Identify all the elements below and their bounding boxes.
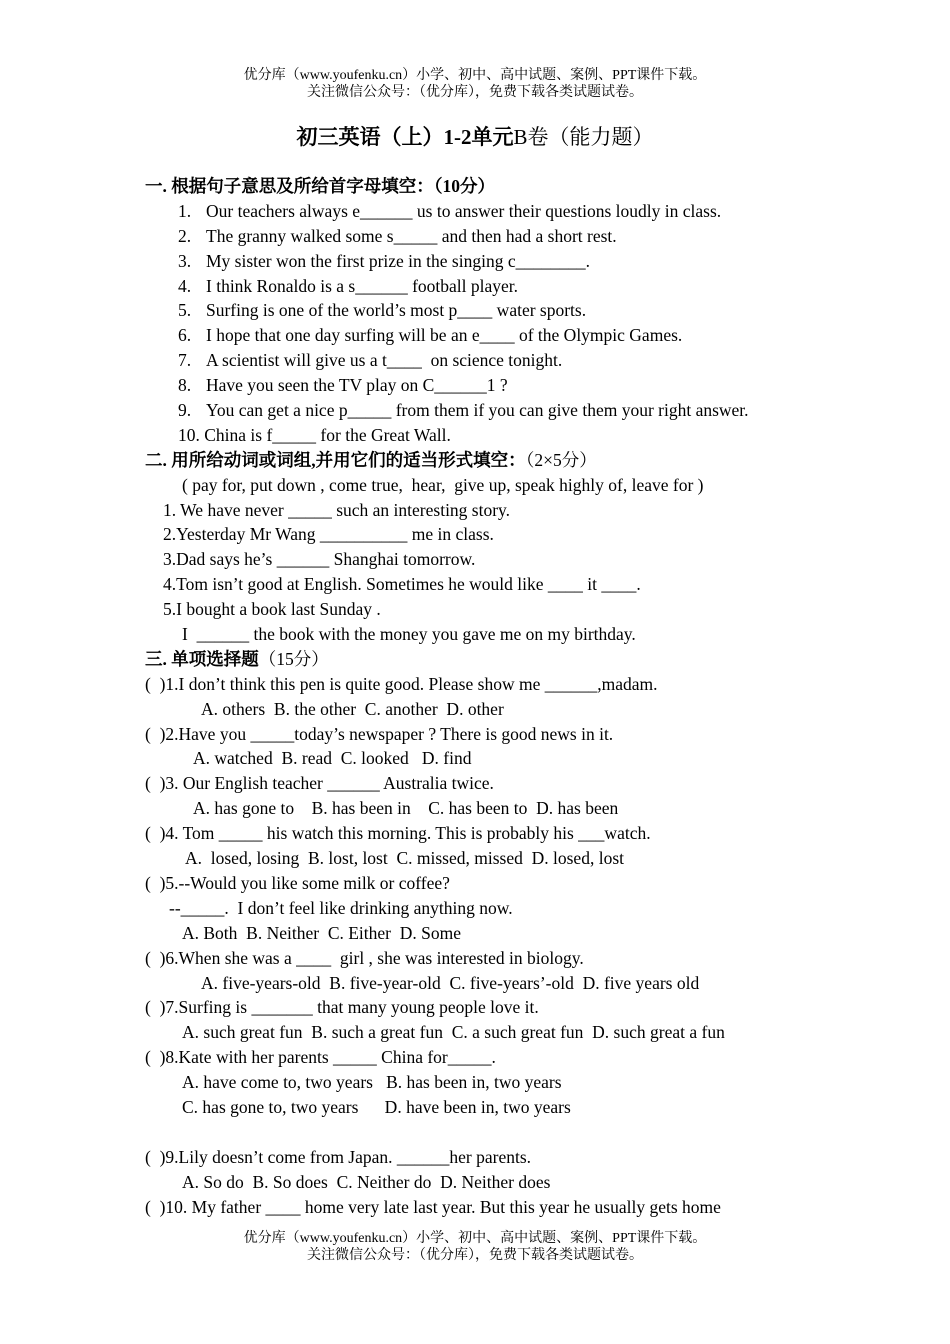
s3-options-7: A. such great fun B. such a great fun C. a such great fun D. such great a fun (182, 1022, 725, 1043)
page-footer (0, 1230, 950, 1264)
section-3-heading-score: （15分） (258, 648, 329, 669)
s3-options-4: A. losed, losing B. lost, lost C. missed, missed D. losed, lost (185, 848, 624, 869)
section-1-heading: 一. 根据句子意思及所给首字母填空：（10分） (145, 176, 495, 196)
s2-word-bank: ( pay for, put down , come true, hear, give up, speak highly of, leave for ) (182, 474, 704, 495)
s3-options-2: A. watched B. read C. looked D. find (193, 748, 472, 769)
document-body (145, 174, 845, 1219)
s1-item-text: China is f_____ for the Great Wall. (204, 424, 451, 445)
s1-item-num: 9. (178, 400, 192, 421)
s3-options-5: A. Both B. Neither C. Either D. Some (182, 922, 462, 943)
page-header (0, 67, 950, 101)
document-title (0, 121, 950, 151)
s1-item (145, 373, 845, 398)
s1-item-num: 10. (178, 424, 200, 445)
s3-options-9: A. So do B. So does C. Neither do D. Neither does (182, 1171, 551, 1192)
s1-item (145, 323, 845, 348)
s1-item (145, 348, 845, 373)
s1-item-num: 6. (178, 325, 192, 346)
s1-item (145, 249, 845, 274)
s3-question-2: ( )2.Have you _____today’s newspaper ? There is good news in it. (145, 723, 614, 744)
s3-question-9: ( )9.Lily doesn’t come from Japan. ______her parents. (145, 1146, 532, 1167)
s3-question-4: ( )4. Tom _____ his watch this morning. This is probably his ___watch. (145, 823, 651, 844)
s3-options-6: A. five-years-old B. five-year-old C. five-years’-old D. five years old (201, 972, 700, 993)
s3-options-3: A. has gone to B. has been in C. has been to D. has been (193, 798, 619, 819)
s3-question-3: ( )3. Our English teacher ______ Australia twice. (145, 773, 494, 794)
s1-item-text: A scientist will give us a t____ on science tonight. (206, 350, 563, 371)
s2-item: 1. We have never _____ such an interesting story. (163, 499, 511, 520)
section-2-heading-score: （2×5分） (525, 449, 597, 470)
s2-item-continuation: I ______ the book with the money you gave me on my birthday. (182, 624, 636, 645)
s1-item-text: I hope that one day surfing will be an e____ of the Olympic Games. (206, 325, 683, 346)
section-2-heading-bold: 二. 用所给动词或词组,并用它们的适当形式填空： (145, 449, 526, 470)
s1-item-text: I think Ronaldo is a s______ football player. (206, 275, 519, 296)
s1-item-text: You can get a nice p_____ from them if you can give them your right answer. (206, 400, 749, 421)
s1-item-text: The granny walked some s_____ and then had a short rest. (206, 225, 617, 246)
s3-question-10: ( )10. My father ____ home very late last year. But this year he usually gets home (145, 1196, 721, 1217)
s3-question-6: ( )6.When she was a ____ girl , she was interested in biology. (145, 947, 584, 968)
s1-item-num: 3. (178, 250, 192, 271)
s2-item: 2.Yesterday Mr Wang __________ me in class. (163, 524, 494, 545)
section-2-heading (145, 448, 845, 473)
s1-item-text: Have you seen the TV play on C______1 ? (206, 375, 508, 396)
s1-item (145, 298, 845, 323)
s1-item (145, 224, 845, 249)
s3-question-8: ( )8.Kate with her parents _____ China for_____. (145, 1047, 496, 1068)
s1-item (145, 398, 845, 423)
s2-item: 4.Tom isn’t good at English. Sometimes he would like ____ it ____. (163, 574, 641, 595)
footer-line-2: 关注微信公众号：（优分库），免费下载各类试题试卷。 (307, 1248, 643, 1263)
s1-item-text: My sister won the first prize in the singing c________. (206, 250, 590, 271)
section-3-heading (145, 647, 845, 672)
footer-line-1: 优分库（www.youfenku.cn）小学、初中、高中试题、案例、PPT课件下载。 (243, 1231, 707, 1246)
s1-item-num: 7. (178, 350, 192, 371)
s3-options-8b: C. has gone to, two years D. have been in, two years (182, 1096, 571, 1117)
s3-options-8a: A. have come to, two years B. has been in, two years (182, 1072, 562, 1093)
s1-item-num: 4. (178, 275, 192, 296)
s3-question-1: ( )1.I don’t think this pen is quite good. Please show me ______,madam. (145, 673, 658, 694)
s3-question-5: ( )5.--Would you like some milk or coffee? (145, 872, 450, 893)
title-main: 初三英语（上）1-2单元 (296, 125, 514, 149)
s3-question-5-cont: --_____. I don’t feel like drinking anything now. (169, 897, 513, 918)
s1-item-text: Surfing is one of the world’s most p____ water sports. (206, 300, 587, 321)
s1-item (145, 274, 845, 299)
s2-item: 5.I bought a book last Sunday . (163, 599, 381, 620)
s1-item-num: 1. (178, 200, 192, 221)
s2-item: 3.Dad says he’s ______ Shanghai tomorrow. (163, 549, 476, 570)
s3-question-7: ( )7.Surfing is _______ that many young people love it. (145, 997, 539, 1018)
blank-line (145, 1120, 845, 1145)
header-line-2: 关注微信公众号：（优分库），免费下载各类试题试卷。 (307, 85, 643, 100)
s1-item-num: 8. (178, 375, 192, 396)
s1-item-num: 2. (178, 225, 192, 246)
s1-item (145, 199, 845, 224)
s1-item-num: 5. (178, 300, 192, 321)
s3-options-1: A. others B. the other C. another D. other (201, 698, 504, 719)
s1-item (145, 423, 845, 448)
s1-item-text: Our teachers always e______ us to answer their questions loudly in class. (206, 200, 722, 221)
section-3-heading-bold: 三. 单项选择题 (145, 648, 259, 669)
title-suffix: B卷（能力题） (513, 125, 654, 149)
header-line-1: 优分库（www.youfenku.cn）小学、初中、高中试题、案例、PPT课件下载。 (243, 68, 707, 83)
